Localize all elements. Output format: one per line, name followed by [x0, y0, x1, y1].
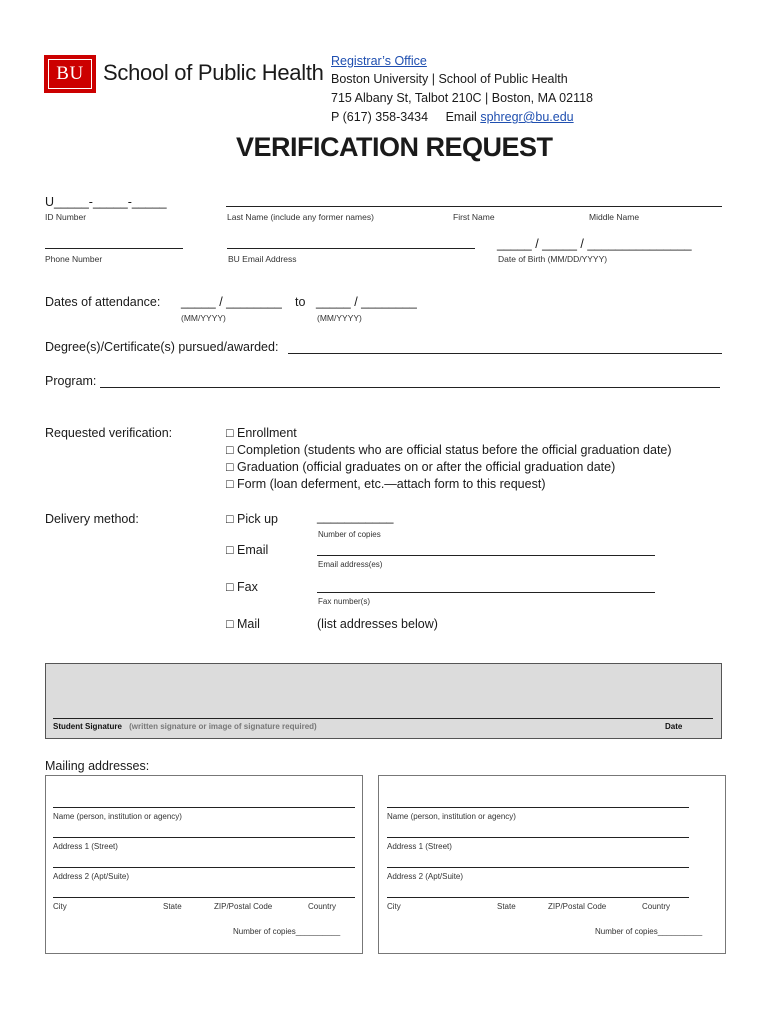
middle-name-label: Middle Name: [589, 212, 640, 222]
id-number-field[interactable]: U_____-_____-_____: [45, 195, 167, 209]
state-label: State: [497, 902, 516, 911]
signature-date-label: Date: [665, 722, 683, 731]
id-number-label: ID Number: [45, 212, 87, 222]
degree-label: Degree(s)/Certificate(s) pursued/awarded:: [45, 340, 279, 354]
option-graduation[interactable]: □ Graduation (official graduates on or after the official graduation date): [226, 460, 616, 474]
name-line[interactable]: [387, 807, 689, 808]
city-state-zip-line[interactable]: [387, 897, 689, 898]
name-line[interactable]: [53, 807, 355, 808]
state-label: State: [163, 902, 182, 911]
program-field-line[interactable]: [100, 387, 720, 388]
address2-line[interactable]: [387, 867, 689, 868]
address2-label: Address 2 (Apt/Suite): [53, 872, 130, 881]
option-completion[interactable]: □ Completion (students who are official status before the official graduation date): [226, 443, 672, 457]
fax-number-field-line[interactable]: [317, 592, 655, 593]
bu-logo: [44, 55, 96, 93]
address1-line[interactable]: [53, 837, 355, 838]
delivery-pickup-option[interactable]: □ Pick up: [226, 512, 279, 526]
attendance-to-hint: (MM/YYYY): [317, 313, 362, 323]
delivery-mail-option[interactable]: □ Mail: [226, 617, 260, 631]
last-name-label: Last Name (include any former names): [227, 212, 374, 222]
option-enrollment[interactable]: □ Enrollment: [226, 426, 297, 440]
attendance-to-field[interactable]: _____ / ________: [316, 295, 417, 309]
email-link[interactable]: sphregr@bu.edu: [480, 110, 574, 124]
fax-number-hint: Fax number(s): [318, 597, 371, 606]
address2-label: Address 2 (Apt/Suite): [387, 872, 464, 881]
registrar-office-link[interactable]: Registrar’s Office: [331, 54, 427, 68]
phone-number: P (617) 358-3434: [331, 110, 429, 124]
copies-label: Number of copies__________: [595, 927, 703, 936]
signature-box[interactable]: [45, 663, 722, 739]
name-label: Name (person, institution or agency): [387, 812, 516, 821]
first-name-label: First Name: [453, 212, 495, 222]
bu-email-field-line[interactable]: [227, 248, 475, 249]
attendance-to-word: to: [295, 295, 306, 309]
city-label: City: [387, 902, 401, 911]
degree-field-line[interactable]: [288, 353, 722, 354]
date-of-birth-label: Date of Birth (MM/DD/YYYY): [498, 254, 608, 264]
option-form[interactable]: □ Form (loan deferment, etc.—attach form to this request): [226, 477, 546, 491]
address1-line[interactable]: [387, 837, 689, 838]
phone-line: [331, 110, 574, 125]
pickup-copies-field[interactable]: ___________: [317, 510, 394, 524]
address2-line[interactable]: [53, 867, 355, 868]
delivery-method-label: Delivery method:: [45, 512, 139, 526]
country-label: Country: [308, 902, 337, 911]
phone-number-label: Phone Number: [45, 254, 103, 264]
program-label: Program:: [45, 374, 97, 388]
student-signature-label: Student Signature: [53, 722, 122, 731]
signature-note: (written signature or image of signature required): [129, 722, 317, 731]
mailing-addresses-label: Mailing addresses:: [45, 759, 150, 773]
mailing-address-box-1: [45, 775, 363, 954]
signature-line: [53, 718, 713, 719]
email-address-hint: Email address(es): [318, 560, 383, 569]
page-title: VERIFICATION REQUEST: [236, 132, 553, 162]
zip-label: ZIP/Postal Code: [548, 902, 607, 911]
attendance-from-hint: (MM/YYYY): [181, 313, 226, 323]
school-name: School of Public Health: [103, 60, 324, 85]
address1-label: Address 1 (Street): [387, 842, 452, 851]
email-label: Email: [445, 110, 477, 124]
zip-label: ZIP/Postal Code: [214, 902, 273, 911]
address-line-2: 715 Albany St, Talbot 210C | Boston, MA 02118: [331, 91, 593, 105]
country-label: Country: [642, 902, 671, 911]
attendance-label: Dates of attendance:: [45, 295, 161, 309]
logo-initials: BU: [48, 59, 92, 89]
requested-verification-label: Requested verification:: [45, 426, 173, 440]
address-line-1: Boston University | School of Public Health: [331, 72, 568, 86]
email-address-field-line[interactable]: [317, 555, 655, 556]
attendance-from-field[interactable]: _____ / ________: [181, 295, 282, 309]
mail-note: (list addresses below): [317, 617, 438, 631]
city-state-zip-line[interactable]: [53, 897, 355, 898]
copies-label: Number of copies__________: [233, 927, 341, 936]
name-label: Name (person, institution or agency): [53, 812, 182, 821]
date-of-birth-field[interactable]: _____ / _____ / _______________: [497, 237, 692, 251]
pickup-copies-hint: Number of copies: [318, 530, 381, 539]
name-field-line[interactable]: [226, 206, 722, 207]
signature-caption: [53, 722, 317, 732]
delivery-fax-option[interactable]: □ Fax: [226, 580, 258, 594]
bu-email-label: BU Email Address: [228, 254, 297, 264]
city-label: City: [53, 902, 67, 911]
mailing-address-box-2: [378, 775, 726, 954]
delivery-email-option[interactable]: □ Email: [226, 543, 269, 557]
address1-label: Address 1 (Street): [53, 842, 118, 851]
phone-field-line[interactable]: [45, 248, 183, 249]
